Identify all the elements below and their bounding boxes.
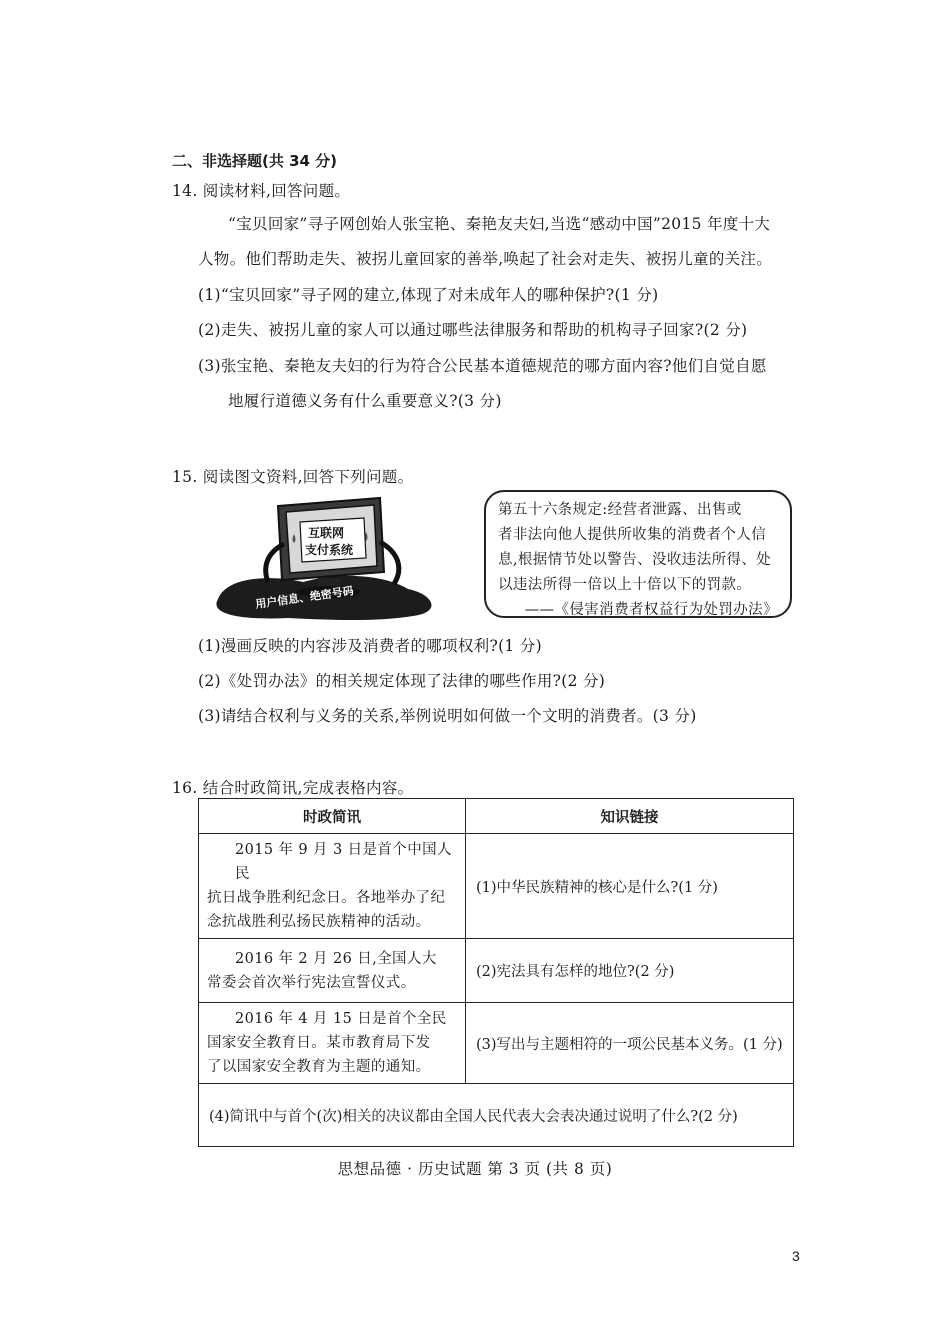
question-cell: (2)宪法具有怎样的地位?(2 分): [466, 939, 794, 1003]
q14-material-line-1: “宝贝回家”寻子网创始人张宝艳、秦艳友夫妇,当选“感动中国”2015 年度十大: [228, 215, 771, 233]
table-row: [199, 1003, 794, 1084]
news-line: 常委会首次举行宪法宣誓仪式。: [207, 974, 416, 991]
q14-question-3-cont: 地履行道德义务有什么重要意义?(3 分): [228, 392, 502, 410]
news-cell: [199, 834, 466, 939]
cartoon-puddle-label: 用户信息、绝密号码: [254, 584, 355, 611]
law-line-2: 者非法向他人提供所收集的消费者个人信: [498, 527, 767, 543]
news-cell: [199, 1003, 466, 1084]
q14-question-1: (1)“宝贝回家”寻子网的建立,体现了对未成年人的哪种保护?(1 分): [198, 286, 659, 304]
cartoon-sign-line-2: 支付系统: [305, 543, 354, 557]
news-table: [198, 798, 794, 1147]
header-knowledge: 知识链接: [466, 799, 794, 834]
q14-question-2: (2)走失、被拐儿童的家人可以通过哪些法律服务和帮助的机构寻子回家?(2 分): [198, 321, 748, 339]
table-row: [199, 939, 794, 1003]
q14-stem: 14. 阅读材料,回答问题。: [172, 182, 351, 200]
law-source: ——《侵害消费者权益行为处罚办法》: [524, 602, 778, 618]
page-footer: 思想品德 · 历史试题 第 3 页 (共 8 页): [337, 1160, 613, 1178]
news-line: 国家安全教育日。某市教育局下发: [207, 1035, 431, 1051]
news-line: 念抗战胜利弘扬民族精神的活动。: [207, 914, 431, 930]
question-cell: (3)写出与主题相符的一项公民基本义务。(1 分): [466, 1003, 794, 1084]
q15-question-3: (3)请结合权利与义务的关系,举例说明如何做一个文明的消费者。(3 分): [198, 707, 697, 725]
law-line-4: 以违法所得一倍以上十倍以下的罚款。: [498, 577, 752, 593]
news-line: 2016 年 4 月 15 日是首个全民: [235, 1011, 447, 1027]
q15-question-2: (2)《处罚办法》的相关规定体现了法律的哪些作用?(2 分): [198, 672, 606, 690]
news-line: 抗日战争胜利纪念日。各地举办了纪: [207, 890, 446, 906]
q15-stem: 15. 阅读图文资料,回答下列问题。: [172, 468, 414, 486]
news-line: 了以国家安全教育为主题的通知。: [207, 1059, 431, 1075]
cartoon-sign-line-1: 互联网: [308, 526, 345, 540]
law-line-1: 第五十六条规定:经营者泄露、出售或: [498, 502, 742, 518]
cartoon-illustration: [208, 494, 448, 624]
q14-question-3: (3)张宝艳、秦艳友夫妇的行为符合公民基本道德规范的哪方面内容?他们自觉自愿: [198, 357, 767, 375]
question-cell: (1)中华民族精神的核心是什么?(1 分): [466, 834, 794, 939]
table-row: [199, 1084, 794, 1147]
q14-material-line-2: 人物。他们帮助走失、被拐儿童回家的善举,唤起了社会对走失、被拐儿童的关注。: [198, 250, 773, 268]
final-question-cell: (4)简讯中与首个(次)相关的决议都由全国人民代表大会表决通过说明了什么?(2 分): [199, 1084, 794, 1147]
section-title: 二、非选择题(共 34 分): [172, 152, 338, 170]
law-excerpt-box: [484, 490, 792, 618]
news-cell: [199, 939, 466, 1003]
q15-question-1: (1)漫画反映的内容涉及消费者的哪项权利?(1 分): [198, 637, 542, 655]
header-news: 时政简讯: [199, 799, 466, 834]
page-number: 3: [792, 1248, 800, 1264]
news-line: 2015 年 9 月 3 日是首个中国人民: [235, 842, 452, 882]
law-line-3: 息,根据情节处以警告、没收违法所得、处: [498, 552, 772, 568]
q16-stem: 16. 结合时政简讯,完成表格内容。: [172, 779, 414, 797]
table-header-row: [199, 799, 794, 834]
news-line: 2016 年 2 月 26 日,全国人大: [235, 950, 437, 967]
table-row: [199, 834, 794, 939]
